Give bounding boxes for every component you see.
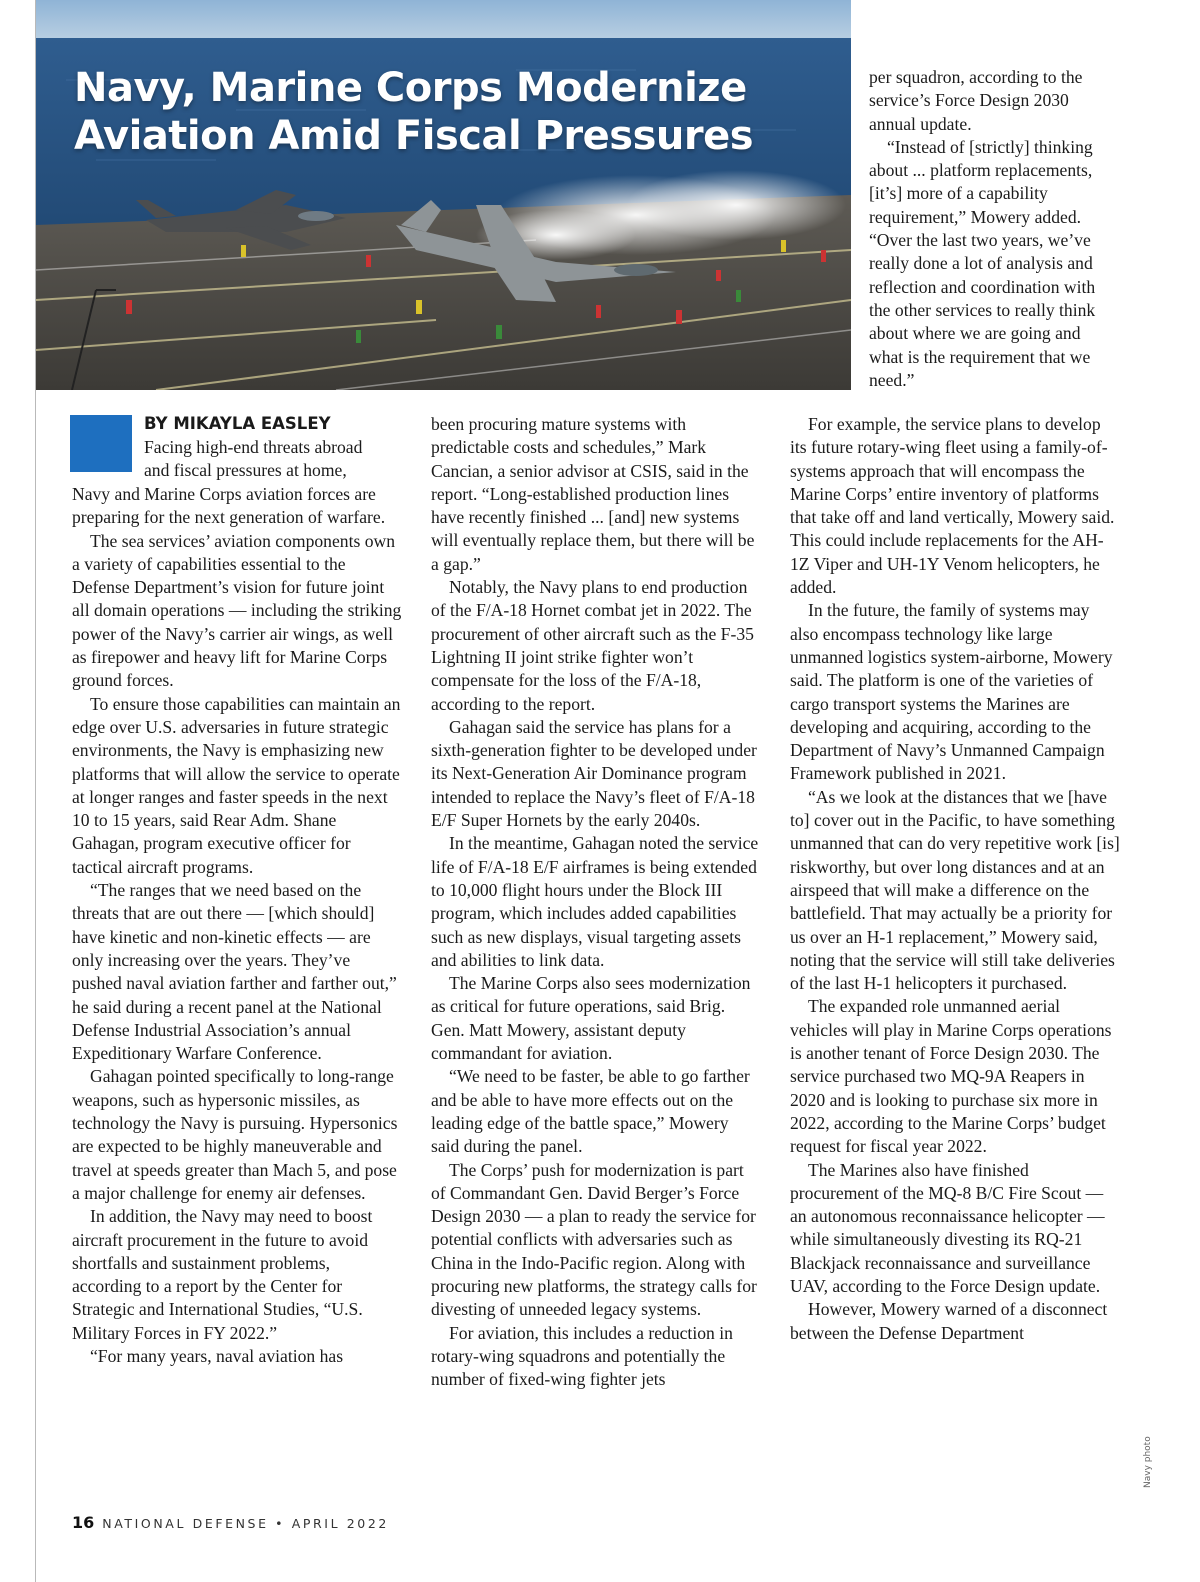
- paragraph: In the meantime, Gahagan noted the service life of F/A-18 E/F airframes is being extended to 10,000 flight hours under the Block III program, which includes added capabilities such as new displays, visual targeting assets and abilities to link data.: [431, 833, 759, 970]
- paragraph: Navy and Marine Corps aviation forces are preparing for the next generation of warfare.: [72, 484, 386, 528]
- accent-block: [70, 415, 132, 472]
- column-top-right: [869, 66, 1119, 392]
- paragraph: “As we look at the distances that we [have to] cover out in the Pacific, to have something unmanned that can do very repetitive work [is] riskworthy, but over long distances and at an airspeed that will make a difference on the battlefield. That may actually be a priority for us over an H-1 replacement,” Mowery said, noting that the service will still take deliveries of the last H-1 helicopters it purchased.: [790, 786, 1120, 994]
- paragraph: In addition, the Navy may need to boost aircraft procurement in the future to avoid shortfalls and sustainment problems, according to a report by the Center for Strategic and International Studies, “U.S. Military Forces in FY 2022.”: [72, 1206, 373, 1343]
- paragraph: Gahagan said the service has plans for a sixth-generation fighter to be developed under its Next-Generation Air Dominance program intended to replace the Navy’s fleet of F/A-18 E/F Super Hornets by the early 2040s.: [431, 716, 757, 831]
- paragraph: The Marine Corps also sees modernization as critical for future operations, said Brig. Gen. Matt Mowery, assistant deputy commandant for aviation.: [431, 973, 751, 1064]
- paragraph: For aviation, this includes a reduction in rotary-wing squadrons and potentially the number of fixed-wing fighter jets: [431, 1322, 733, 1390]
- page-footer: [72, 1513, 389, 1532]
- column-3: [790, 413, 1120, 1345]
- paragraph: “For many years, naval aviation has: [90, 1345, 344, 1366]
- paragraph: The Marines also have finished procurement of the MQ-8 B/C Fire Scout — an autonomous reconnaissance helicopter — while simultaneously divesting its RQ-21 Blackjack reconnaissance and surveillance UAV, according to the Force Design update.: [790, 1159, 1105, 1296]
- byline: BY MIKAYLA EASLEY: [144, 414, 331, 433]
- paragraph: However, Mowery warned of a disconnect between the Defense Department: [790, 1299, 1108, 1343]
- lead-lines: [144, 436, 402, 483]
- paragraph: Notably, the Navy plans to end production of the F/A-18 Hornet combat jet in 2022. The procurement of other aircraft such as the F-35 Lightning II joint strike fighter won’t compensate for the loss of the F/A-18, according to the report.: [431, 577, 754, 714]
- photo-credit: Navy photo: [1143, 1436, 1153, 1488]
- paragraph: “The ranges that we need based on the threats that are out there — [which should] have kinetic and non-kinetic effects — are only increasing over the years. They’ve pushed naval aviation farther and farther out,” he said during a recent panel at the National Defense Industrial Association’s annual Expeditionary Warfare Conference.: [72, 880, 397, 1064]
- paragraph: The Corps’ push for modernization is part of Commandant Gen. David Berger’s Force Design 2030 — a plan to ready the service for potential conflicts with adversaries such as China in the Indo-Pacific region. Along with procuring new platforms, the strategy calls for divesting of unneeded legacy systems.: [431, 1159, 757, 1320]
- publication-line: NATIONAL DEFENSE • APRIL 2022: [102, 1516, 389, 1531]
- column-1: [72, 413, 402, 1368]
- paragraph: In the future, the family of systems may also encompass technology like large unmanned logistics system-airborne, Mowery said. The platform is one of the varieties of cargo transport systems the Marines are developing and acquiring, according to the Department of Navy’s Unmanned Campaign Framework published in 2021.: [790, 600, 1113, 784]
- paragraph: The sea services’ aviation components own a variety of capabilities essential to the Defense Department’s vision for future joint all domain operations — including the striking power of the Navy’s carrier air wings, as well as firepower and heavy lift for Marine Corps ground forces.: [72, 530, 402, 691]
- headline: Navy, Marine Corps Modernize Aviation Amid Fiscal Pressures: [74, 65, 754, 159]
- column-2: [431, 413, 761, 1391]
- paragraph: “Instead of [strictly] thinking about ... platform replacements, [it’s] more of a capability requirement,” Mowery added. “Over the last two years, we’ve really done a lot of analysis and reflection and coordination with the other services to really think about where we are going and what is the requirement that we need.”: [869, 136, 1096, 390]
- page-number: 16: [72, 1513, 95, 1532]
- hero-photo: [36, 0, 851, 390]
- paragraph: “We need to be faster, be able to go farther and be able to have more effects out on the leading edge of the battle space,” Mowery said during the panel.: [431, 1066, 750, 1157]
- paragraph: been procuring mature systems with predictable costs and schedules,” Mark Cancian, a senior advisor at CSIS, said in the report. “Long-established production lines have recently finished ... [and] new systems will eventually replace them, but there will be a gap.”: [431, 414, 755, 574]
- paragraph: per squadron, according to the service’s Force Design 2030 annual update.: [869, 67, 1083, 134]
- lead-line: and fiscal pressures at home,: [144, 460, 347, 481]
- carrier-deck-illustration: [36, 0, 851, 390]
- paragraph: The expanded role unmanned aerial vehicles will play in Marine Corps operations is another tenant of Force Design 2030. The service purchased two MQ-9A Reapers in 2020 and is looking to purchase six more in 2022, according to the Marine Corps’ budget request for fiscal year 2022.: [790, 996, 1112, 1157]
- lead-line: Facing high-end threats abroad: [144, 437, 363, 457]
- paragraph: For example, the service plans to develop its future rotary-wing fleet using a family-of-systems approach that will encompass the Marine Corps’ entire inventory of platforms that take off and land vertically, Mowery said. This could include replacements for the AH-1Z Viper and UH-1Y Venom helicopters, he added.: [790, 414, 1115, 598]
- paragraph: Gahagan pointed specifically to long-range weapons, such as hypersonic missiles, as technology the Navy is pursuing. Hypersonics are expected to be highly maneuverable and travel at speeds greater than Mach 5, and pose a major challenge for enemy air defenses.: [72, 1066, 398, 1203]
- byline-row: [72, 413, 402, 483]
- paragraph: To ensure those capabilities can maintain an edge over U.S. adversaries in future strategic environments, the Navy is emphasizing new platforms that will allow the service to operate at longer ranges and faster speeds in the next 10 to 15 years, said Rear Adm. Shane Gahagan, program executive officer for tactical aircraft programs.: [72, 693, 401, 877]
